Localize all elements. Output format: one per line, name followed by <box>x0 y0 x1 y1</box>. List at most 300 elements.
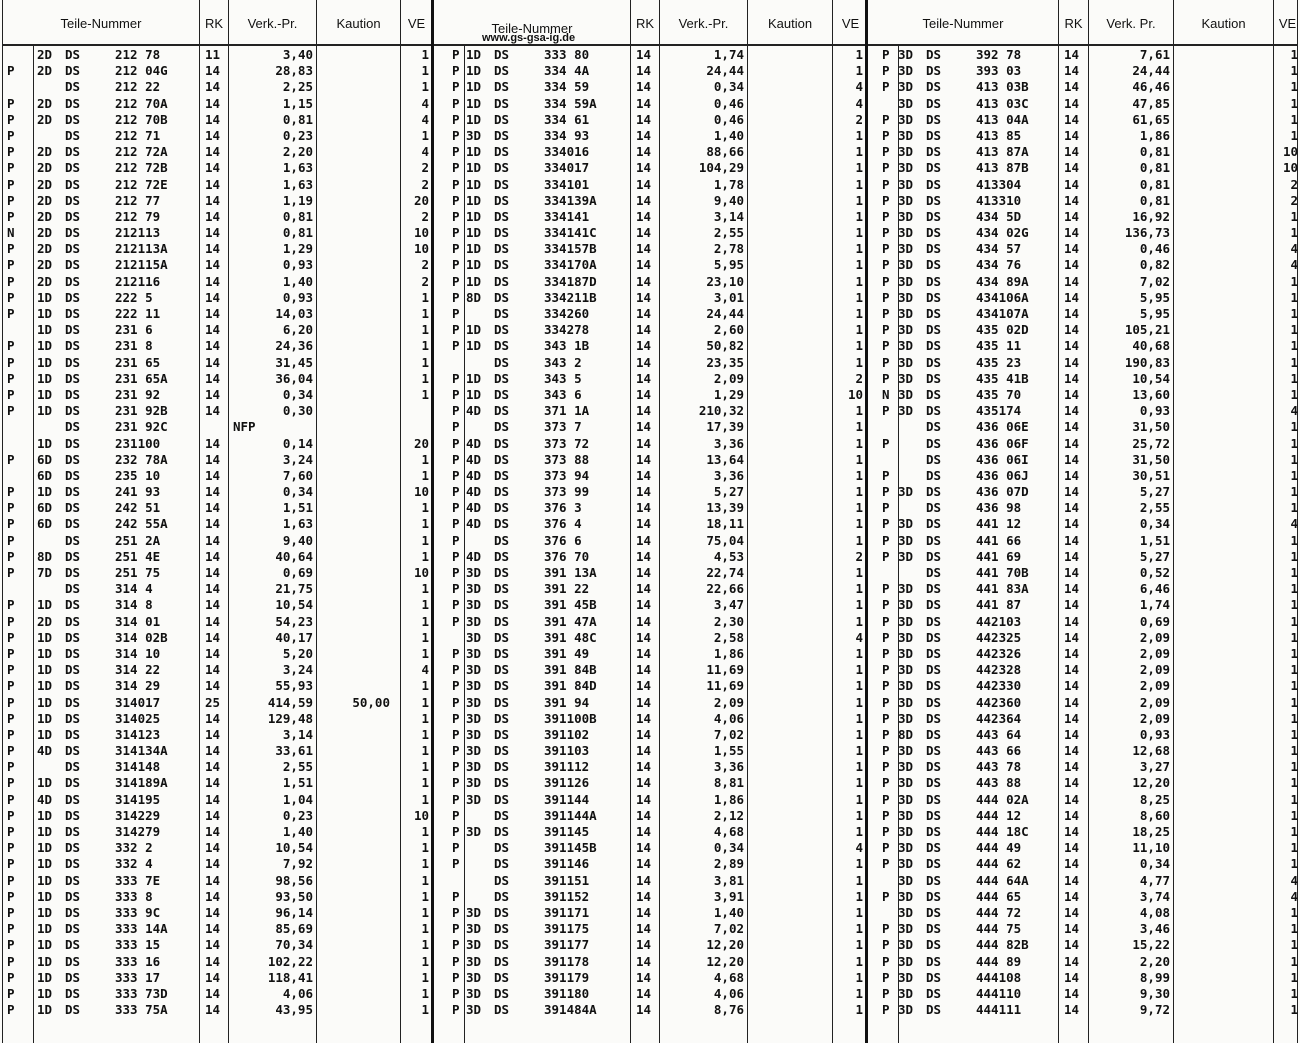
cell-price: 3,27 <box>1139 759 1170 775</box>
cell-ve: 1 <box>855 953 863 969</box>
cell-type: DS <box>926 176 942 192</box>
cell-type: DS <box>926 79 942 95</box>
cell-type: DS <box>494 451 510 467</box>
cell-series: 4D <box>466 403 482 419</box>
cell-ve: 1 <box>1290 645 1298 661</box>
cell-ve: 1 <box>1290 419 1298 435</box>
cell-type: DS <box>926 953 942 969</box>
table-row <box>3 193 431 209</box>
cell-rk: 14 <box>1064 47 1080 62</box>
cell-rk: 14 <box>1064 791 1080 807</box>
cell-rk: 14 <box>205 257 221 273</box>
cell-series: 7D <box>37 565 53 580</box>
cell-rk: 14 <box>205 144 221 160</box>
header-row-2 <box>434 0 865 46</box>
cell-part-number: 333 75A <box>115 1002 168 1018</box>
cell-flag: P <box>452 386 460 402</box>
table-row <box>868 889 1297 905</box>
cell-flag: P <box>452 921 460 937</box>
cell-ve: 1 <box>1290 921 1298 937</box>
table-row <box>868 500 1297 516</box>
cell-flag: P <box>7 241 15 257</box>
cell-price: 31,50 <box>1132 419 1170 435</box>
cell-price: 0,46 <box>713 111 744 127</box>
cell-ve: 1 <box>855 613 863 629</box>
cell-price: 5,27 <box>713 484 744 500</box>
cell-price: 0,46 <box>713 95 744 111</box>
cell-ve: 2 <box>855 548 863 564</box>
cell-rk: 14 <box>636 403 652 419</box>
cell-ve: 1 <box>421 1002 429 1018</box>
cell-type: DS <box>65 225 81 241</box>
cell-series: 4D <box>466 467 482 483</box>
cell-type: DS <box>926 403 942 419</box>
table-row <box>868 533 1297 549</box>
cell-flag: P <box>882 726 890 742</box>
cell-series: 3D <box>466 710 482 726</box>
table-row <box>3 889 431 905</box>
cell-part-number: 436 98 <box>976 500 1022 516</box>
cell-rk: 14 <box>636 192 652 208</box>
cell-price: 46,46 <box>1132 79 1170 95</box>
cell-series: 8D <box>37 548 53 564</box>
cell-flag: P <box>7 840 15 856</box>
cell-series: 1D <box>37 775 53 791</box>
cell-flag: P <box>452 467 460 483</box>
cell-flag: P <box>882 824 890 839</box>
table-row <box>868 452 1297 468</box>
cell-flag: P <box>7 985 15 1001</box>
cell-series: 3D <box>898 743 914 759</box>
cell-ve: 1 <box>421 937 429 953</box>
cell-rk: 14 <box>636 127 652 143</box>
cell-ve: 1 <box>1290 597 1298 613</box>
cell-flag: P <box>452 969 460 985</box>
cell-type: DS <box>494 743 510 759</box>
cell-type: DS <box>926 662 942 678</box>
cell-price: 2,09 <box>713 370 744 386</box>
cell-rk: 14 <box>205 872 221 888</box>
header-ve: VE <box>832 0 868 46</box>
cell-type: DS <box>65 694 81 710</box>
cell-type: DS <box>494 257 510 273</box>
cell-part-number: 434106A <box>976 289 1029 305</box>
cell-series: 1D <box>466 338 482 354</box>
cell-flag: P <box>7 613 15 629</box>
cell-flag: P <box>7 872 15 888</box>
table-row <box>434 986 865 1002</box>
cell-series: 3D <box>466 904 482 920</box>
cell-ve: 1 <box>855 419 863 435</box>
cell-rk: 14 <box>1064 613 1080 629</box>
cell-flag: P <box>452 662 460 678</box>
cell-series: 2D <box>37 95 53 111</box>
cell-price: 13,39 <box>706 500 744 516</box>
table-row <box>3 549 431 565</box>
cell-part-number: 391180 <box>544 985 590 1001</box>
table-row <box>3 225 431 241</box>
cell-price: 3,47 <box>713 597 744 613</box>
cell-type: DS <box>926 743 942 759</box>
cell-type: DS <box>65 629 81 645</box>
cell-flag: P <box>7 694 15 710</box>
cell-type: DS <box>65 322 81 338</box>
cell-ve: 1 <box>855 565 863 580</box>
cell-flag: P <box>7 645 15 661</box>
cell-flag: P <box>452 532 460 548</box>
cell-type: DS <box>65 273 81 289</box>
cell-part-number: 444111 <box>976 1002 1022 1018</box>
cell-part-number: 442328 <box>976 662 1022 678</box>
table-row <box>434 371 865 387</box>
cell-series: 4D <box>466 500 482 516</box>
cell-price: 0,93 <box>282 257 313 273</box>
cell-type: DS <box>494 338 510 354</box>
cell-rk: 14 <box>636 338 652 354</box>
cell-rk: 14 <box>205 225 221 241</box>
cell-flag: P <box>882 160 890 176</box>
cell-part-number: 391151 <box>544 872 590 888</box>
cell-part-number: 444 75 <box>976 921 1022 937</box>
cell-flag: P <box>452 306 460 321</box>
cell-series: 6D <box>37 500 53 516</box>
cell-ve: 4 <box>1290 872 1298 888</box>
cell-part-number: 334139A <box>544 192 597 208</box>
cell-part-number: 435174 <box>976 403 1022 419</box>
cell-series: 3D <box>466 613 482 629</box>
cell-ve: 1 <box>855 937 863 953</box>
cell-flag: P <box>452 322 460 338</box>
cell-part-number: 251 75 <box>115 565 161 580</box>
cell-type: DS <box>926 613 942 629</box>
cell-ve: 1 <box>1290 759 1298 775</box>
table-row <box>868 177 1297 193</box>
cell-flag: P <box>7 743 15 759</box>
cell-ve: 1 <box>1290 565 1298 580</box>
cell-part-number: 434107A <box>976 306 1029 321</box>
cell-rk: 14 <box>205 856 221 872</box>
cell-ve: 1 <box>1290 354 1298 370</box>
table-row <box>868 873 1297 889</box>
cell-flag: P <box>882 144 890 160</box>
cell-flag: P <box>7 904 15 920</box>
cell-part-number: 242 55A <box>115 516 168 532</box>
cell-price: 2,20 <box>282 144 313 160</box>
cell-rk: 14 <box>205 726 221 742</box>
cell-part-number: 391145 <box>544 824 590 839</box>
table-row <box>3 290 431 306</box>
cell-type: DS <box>494 273 510 289</box>
cell-series: 4D <box>466 484 482 500</box>
cell-rk: 14 <box>1064 856 1080 872</box>
cell-part-number: 441 83A <box>976 581 1029 597</box>
table-row <box>868 355 1297 371</box>
cell-price: 3,40 <box>282 47 313 62</box>
cell-flag: P <box>882 111 890 127</box>
cell-flag: P <box>452 79 460 95</box>
cell-rk: 14 <box>1064 500 1080 516</box>
cell-type: DS <box>65 257 81 273</box>
cell-flag: P <box>882 435 890 451</box>
cell-price: 7,61 <box>1139 47 1170 62</box>
cell-flag: P <box>7 516 15 532</box>
cell-ve: 1 <box>421 289 429 305</box>
cell-part-number: 441 12 <box>976 516 1022 532</box>
cell-part-number: 334211B <box>544 289 597 305</box>
cell-price: 12,68 <box>1132 743 1170 759</box>
cell-part-number: 242 51 <box>115 500 161 516</box>
cell-ve: 1 <box>1290 435 1298 451</box>
cell-series: 1D <box>37 824 53 839</box>
cell-part-number: 334170A <box>544 257 597 273</box>
cell-part-number: 444 82B <box>976 937 1029 953</box>
cell-series: 3D <box>898 386 914 402</box>
cell-part-number: 436 06F <box>976 435 1029 451</box>
cell-ve: 10 <box>847 386 863 402</box>
cell-series: 3D <box>466 969 482 985</box>
cell-flag: P <box>882 662 890 678</box>
table-row <box>3 419 431 435</box>
cell-part-number: 314017 <box>115 694 161 710</box>
cell-series: 2D <box>37 111 53 127</box>
cell-series: 4D <box>466 451 482 467</box>
cell-rk: 14 <box>636 306 652 321</box>
cell-flag: P <box>452 144 460 160</box>
cell-type: DS <box>65 111 81 127</box>
cell-series: 2D <box>37 257 53 273</box>
cell-rk: 14 <box>636 726 652 742</box>
cell-part-number: 413 04A <box>976 111 1029 127</box>
cell-series: 3D <box>898 856 914 872</box>
cell-ve: 1 <box>421 953 429 969</box>
price-panel-1 <box>2 0 431 1043</box>
cell-price: 3,91 <box>713 888 744 904</box>
cell-type: DS <box>926 840 942 856</box>
cell-part-number: 343 6 <box>544 386 582 402</box>
cell-series: 2D <box>37 176 53 192</box>
cell-flag: P <box>7 662 15 678</box>
cell-price: 70,34 <box>275 937 313 953</box>
cell-series: 1D <box>466 257 482 273</box>
cell-type: DS <box>494 726 510 742</box>
cell-rk: 14 <box>1064 807 1080 823</box>
table-row <box>3 905 431 921</box>
cell-ve: 1 <box>421 969 429 985</box>
cell-ve: 10 <box>413 565 429 580</box>
cell-rk: 14 <box>1064 192 1080 208</box>
cell-part-number: 391103 <box>544 743 590 759</box>
cell-rk: 14 <box>636 775 652 791</box>
table-row <box>434 711 865 727</box>
cell-price: 2,89 <box>713 856 744 872</box>
cell-flag: P <box>7 937 15 953</box>
cell-part-number: 373 94 <box>544 467 590 483</box>
cell-ve: 1 <box>1290 338 1298 354</box>
cell-price: 96,14 <box>275 904 313 920</box>
cell-type: DS <box>926 257 942 273</box>
cell-ve: 1 <box>1290 322 1298 338</box>
cell-ve: 1 <box>1290 47 1298 62</box>
cell-part-number: 373 88 <box>544 451 590 467</box>
cell-series: 1D <box>37 629 53 645</box>
cell-type: DS <box>65 1002 81 1018</box>
cell-type: DS <box>494 354 510 370</box>
cell-price: 3,24 <box>282 662 313 678</box>
cell-part-number: 212116 <box>115 273 161 289</box>
cell-series: 3D <box>466 645 482 661</box>
cell-type: DS <box>926 532 942 548</box>
cell-rk: 14 <box>205 160 221 176</box>
cell-rk: 14 <box>205 451 221 467</box>
table-row <box>3 646 431 662</box>
cell-rk: 14 <box>205 484 221 500</box>
cell-flag: P <box>452 743 460 759</box>
cell-type: DS <box>65 79 81 95</box>
cell-ve: 1 <box>855 403 863 419</box>
cell-type: DS <box>65 985 81 1001</box>
cell-part-number: 391 13A <box>544 565 597 580</box>
cell-ve: 1 <box>855 726 863 742</box>
cell-price: 24,36 <box>275 338 313 354</box>
cell-rk: 14 <box>205 548 221 564</box>
table-row <box>434 47 865 63</box>
cell-type: DS <box>65 386 81 402</box>
cell-flag: P <box>7 257 15 273</box>
cell-part-number: 413 85 <box>976 127 1022 143</box>
cell-price: 21,75 <box>275 581 313 597</box>
cell-series: 3D <box>898 370 914 386</box>
cell-price: 55,93 <box>275 678 313 694</box>
table-row <box>434 322 865 338</box>
cell-flag: P <box>452 807 460 823</box>
table-row <box>434 500 865 516</box>
cell-rk: 14 <box>1064 386 1080 402</box>
cell-price: 36,04 <box>275 370 313 386</box>
cell-rk: 14 <box>205 403 221 419</box>
cell-type: DS <box>494 678 510 694</box>
table-row <box>3 954 431 970</box>
cell-series: 1D <box>37 662 53 678</box>
table-row <box>434 792 865 808</box>
cell-flag: P <box>882 208 890 224</box>
cell-price: 3,81 <box>713 872 744 888</box>
table-row <box>434 889 865 905</box>
cell-series: 1D <box>466 241 482 257</box>
cell-price: 33,61 <box>275 743 313 759</box>
cell-price: 3,14 <box>282 726 313 742</box>
cell-type: DS <box>65 484 81 500</box>
cell-rk: 14 <box>636 969 652 985</box>
table-row <box>868 824 1297 840</box>
cell-rk: 14 <box>636 565 652 580</box>
cell-type: DS <box>926 370 942 386</box>
cell-price: 2,30 <box>713 613 744 629</box>
cell-price: 1,19 <box>282 192 313 208</box>
cell-rk: 14 <box>205 111 221 127</box>
cell-price: 5,27 <box>1139 548 1170 564</box>
cell-flag: P <box>882 225 890 241</box>
cell-price: 1,04 <box>282 791 313 807</box>
cell-part-number: 435 11 <box>976 338 1022 354</box>
cell-type: DS <box>926 63 942 79</box>
cell-part-number: 334141 <box>544 208 590 224</box>
cell-ve: 4 <box>1290 257 1298 273</box>
cell-series: 3D <box>466 662 482 678</box>
table-row <box>434 79 865 95</box>
table-row <box>868 630 1297 646</box>
cell-flag: P <box>7 176 15 192</box>
cell-type: DS <box>494 144 510 160</box>
cell-type: DS <box>494 192 510 208</box>
cell-price: 4,06 <box>282 985 313 1001</box>
table-row <box>434 743 865 759</box>
cell-ve: 1 <box>1290 613 1298 629</box>
cell-type: DS <box>65 354 81 370</box>
cell-ve: 20 <box>413 192 429 208</box>
table-row <box>3 403 431 419</box>
cell-type: DS <box>65 241 81 257</box>
cell-price: 6,46 <box>1139 581 1170 597</box>
cell-ve: 1 <box>855 435 863 451</box>
cell-ve: 1 <box>421 79 429 95</box>
cell-part-number: 444108 <box>976 969 1022 985</box>
cell-rk: 14 <box>1064 937 1080 953</box>
cell-type: DS <box>494 953 510 969</box>
cell-part-number: 333 73D <box>115 985 168 1001</box>
cell-part-number: 333 9C <box>115 904 161 920</box>
cell-ve: 1 <box>855 467 863 483</box>
cell-flag: P <box>452 937 460 953</box>
cell-rk: 14 <box>636 160 652 176</box>
cell-rk: 14 <box>1064 597 1080 613</box>
cell-ve: 1 <box>1290 710 1298 726</box>
cell-type: DS <box>65 840 81 856</box>
cell-series: 4D <box>466 516 482 532</box>
cell-flag: P <box>7 548 15 564</box>
table-row <box>3 970 431 986</box>
cell-series: 3D <box>466 678 482 694</box>
cell-price: 0,81 <box>1139 192 1170 208</box>
cell-flag: P <box>882 127 890 143</box>
table-row <box>868 695 1297 711</box>
cell-ve: 2 <box>1290 176 1298 192</box>
table-row <box>3 630 431 646</box>
cell-part-number: 391146 <box>544 856 590 872</box>
cell-type: DS <box>65 597 81 613</box>
cell-part-number: 391144 <box>544 791 590 807</box>
cell-type: DS <box>926 629 942 645</box>
cell-type: DS <box>494 322 510 338</box>
table-row <box>868 225 1297 241</box>
cell-price: 61,65 <box>1132 111 1170 127</box>
cell-rk: 14 <box>636 807 652 823</box>
table-row <box>434 257 865 273</box>
table-row <box>868 274 1297 290</box>
table-row <box>434 193 865 209</box>
cell-type: DS <box>65 726 81 742</box>
cell-rk: 14 <box>205 775 221 791</box>
cell-type: DS <box>926 386 942 402</box>
table-row <box>868 678 1297 694</box>
cell-ve: 1 <box>421 338 429 354</box>
table-row <box>3 824 431 840</box>
cell-part-number: 413 87A <box>976 144 1029 160</box>
cell-series: 4D <box>466 548 482 564</box>
cell-series: 1D <box>466 47 482 62</box>
cell-ve: 10 <box>413 241 429 257</box>
cell-series: 3D <box>898 63 914 79</box>
header-deposit: Kaution <box>316 0 400 46</box>
